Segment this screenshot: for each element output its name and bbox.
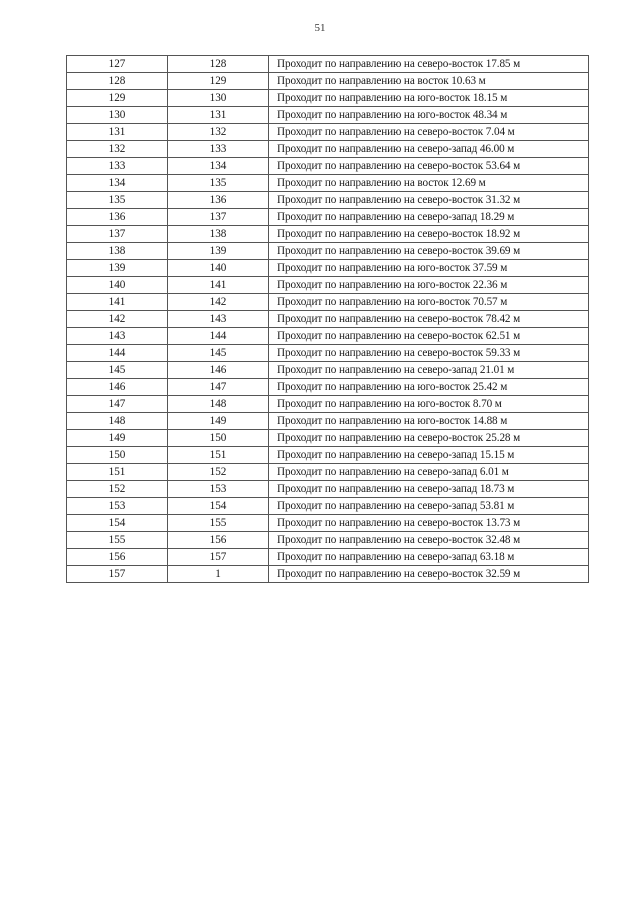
point-from-cell: 131 [67, 124, 168, 141]
point-from-cell: 155 [67, 532, 168, 549]
table-row [67, 379, 589, 396]
direction-description-cell: Проходит по направлению на северо-восток 32.48 м [269, 532, 589, 549]
point-from-cell: 133 [67, 158, 168, 175]
direction-description-cell: Проходит по направлению на северо-восток 59.33 м [269, 345, 589, 362]
point-to-cell: 143 [168, 311, 269, 328]
point-to-cell: 147 [168, 379, 269, 396]
point-from-cell: 143 [67, 328, 168, 345]
point-from-cell: 148 [67, 413, 168, 430]
table-row [67, 260, 589, 277]
point-to-cell: 157 [168, 549, 269, 566]
point-to-cell: 128 [168, 56, 269, 73]
table-row [67, 396, 589, 413]
point-from-cell: 128 [67, 73, 168, 90]
direction-description-cell: Проходит по направлению на юго-восток 14.88 м [269, 413, 589, 430]
point-to-cell: 151 [168, 447, 269, 464]
table-body [67, 56, 589, 583]
table-row [67, 481, 589, 498]
table-row [67, 226, 589, 243]
point-from-cell: 153 [67, 498, 168, 515]
table-row [67, 175, 589, 192]
point-to-cell: 129 [168, 73, 269, 90]
direction-description-cell: Проходит по направлению на восток 10.63 м [269, 73, 589, 90]
point-to-cell: 132 [168, 124, 269, 141]
point-to-cell: 139 [168, 243, 269, 260]
direction-description-cell: Проходит по направлению на северо-запад 6.01 м [269, 464, 589, 481]
point-to-cell: 136 [168, 192, 269, 209]
table-row [67, 413, 589, 430]
point-from-cell: 151 [67, 464, 168, 481]
direction-description-cell: Проходит по направлению на северо-восток 78.42 м [269, 311, 589, 328]
table-row [67, 515, 589, 532]
direction-description-cell: Проходит по направлению на северо-восток 25.28 м [269, 430, 589, 447]
direction-description-cell: Проходит по направлению на северо-запад 18.73 м [269, 481, 589, 498]
direction-description-cell: Проходит по направлению на северо-восток 32.59 м [269, 566, 589, 583]
direction-description-cell: Проходит по направлению на северо-запад 63.18 м [269, 549, 589, 566]
point-to-cell: 146 [168, 362, 269, 379]
table-row [67, 328, 589, 345]
table-row [67, 56, 589, 73]
point-to-cell: 138 [168, 226, 269, 243]
direction-description-cell: Проходит по направлению на восток 12.69 м [269, 175, 589, 192]
direction-description-cell: Проходит по направлению на юго-восток 18.15 м [269, 90, 589, 107]
table-row [67, 107, 589, 124]
direction-description-cell: Проходит по направлению на северо-запад 15.15 м [269, 447, 589, 464]
table-row [67, 549, 589, 566]
table-row [67, 192, 589, 209]
point-from-cell: 127 [67, 56, 168, 73]
point-to-cell: 148 [168, 396, 269, 413]
point-from-cell: 147 [67, 396, 168, 413]
direction-description-cell: Проходит по направлению на юго-восток 70.57 м [269, 294, 589, 311]
point-from-cell: 157 [67, 566, 168, 583]
point-from-cell: 149 [67, 430, 168, 447]
direction-description-cell: Проходит по направлению на юго-восток 48.34 м [269, 107, 589, 124]
point-from-cell: 141 [67, 294, 168, 311]
direction-description-cell: Проходит по направлению на юго-восток 37.59 м [269, 260, 589, 277]
point-from-cell: 150 [67, 447, 168, 464]
direction-description-cell: Проходит по направлению на юго-восток 25.42 м [269, 379, 589, 396]
direction-description-cell: Проходит по направлению на северо-восток 53.64 м [269, 158, 589, 175]
point-to-cell: 154 [168, 498, 269, 515]
point-from-cell: 135 [67, 192, 168, 209]
table-row [67, 141, 589, 158]
table-row [67, 447, 589, 464]
point-from-cell: 146 [67, 379, 168, 396]
point-to-cell: 149 [168, 413, 269, 430]
table-row [67, 277, 589, 294]
direction-description-cell: Проходит по направлению на северо-восток 31.32 м [269, 192, 589, 209]
direction-description-cell: Проходит по направлению на юго-восток 8.70 м [269, 396, 589, 413]
table-row [67, 73, 589, 90]
point-to-cell: 142 [168, 294, 269, 311]
point-from-cell: 142 [67, 311, 168, 328]
point-from-cell: 137 [67, 226, 168, 243]
point-to-cell: 133 [168, 141, 269, 158]
point-from-cell: 152 [67, 481, 168, 498]
point-from-cell: 139 [67, 260, 168, 277]
direction-description-cell: Проходит по направлению на северо-восток 62.51 м [269, 328, 589, 345]
direction-description-cell: Проходит по направлению на северо-запад 21.01 м [269, 362, 589, 379]
point-to-cell: 135 [168, 175, 269, 192]
point-to-cell: 130 [168, 90, 269, 107]
point-from-cell: 136 [67, 209, 168, 226]
point-to-cell: 150 [168, 430, 269, 447]
table-row [67, 566, 589, 583]
table-row [67, 311, 589, 328]
table-row [67, 158, 589, 175]
point-from-cell: 144 [67, 345, 168, 362]
point-from-cell: 138 [67, 243, 168, 260]
direction-description-cell: Проходит по направлению на северо-восток 39.69 м [269, 243, 589, 260]
table-row [67, 362, 589, 379]
table-row [67, 209, 589, 226]
point-to-cell: 152 [168, 464, 269, 481]
point-from-cell: 134 [67, 175, 168, 192]
table-row [67, 532, 589, 549]
point-to-cell: 141 [168, 277, 269, 294]
table-row [67, 464, 589, 481]
point-to-cell: 156 [168, 532, 269, 549]
direction-description-cell: Проходит по направлению на юго-восток 22.36 м [269, 277, 589, 294]
point-to-cell: 140 [168, 260, 269, 277]
point-to-cell: 144 [168, 328, 269, 345]
direction-description-cell: Проходит по направлению на северо-запад 53.81 м [269, 498, 589, 515]
direction-description-cell: Проходит по направлению на северо-восток 13.73 м [269, 515, 589, 532]
table-row [67, 294, 589, 311]
point-to-cell: 137 [168, 209, 269, 226]
point-from-cell: 154 [67, 515, 168, 532]
direction-description-cell: Проходит по направлению на северо-восток 7.04 м [269, 124, 589, 141]
point-from-cell: 140 [67, 277, 168, 294]
table-row [67, 90, 589, 107]
table-row [67, 430, 589, 447]
point-from-cell: 145 [67, 362, 168, 379]
point-from-cell: 132 [67, 141, 168, 158]
direction-description-cell: Проходит по направлению на северо-запад 46.00 м [269, 141, 589, 158]
point-to-cell: 153 [168, 481, 269, 498]
point-to-cell: 145 [168, 345, 269, 362]
point-to-cell: 134 [168, 158, 269, 175]
table-row [67, 124, 589, 141]
point-to-cell: 131 [168, 107, 269, 124]
direction-description-cell: Проходит по направлению на северо-запад 18.29 м [269, 209, 589, 226]
table-row [67, 345, 589, 362]
boundary-table [66, 55, 589, 583]
direction-description-cell: Проходит по направлению на северо-восток 18.92 м [269, 226, 589, 243]
point-from-cell: 130 [67, 107, 168, 124]
page-number: 51 [314, 22, 326, 34]
point-to-cell: 155 [168, 515, 269, 532]
point-from-cell: 156 [67, 549, 168, 566]
point-to-cell: 1 [168, 566, 269, 583]
table-row [67, 243, 589, 260]
table-row [67, 498, 589, 515]
point-from-cell: 129 [67, 90, 168, 107]
direction-description-cell: Проходит по направлению на северо-восток 17.85 м [269, 56, 589, 73]
